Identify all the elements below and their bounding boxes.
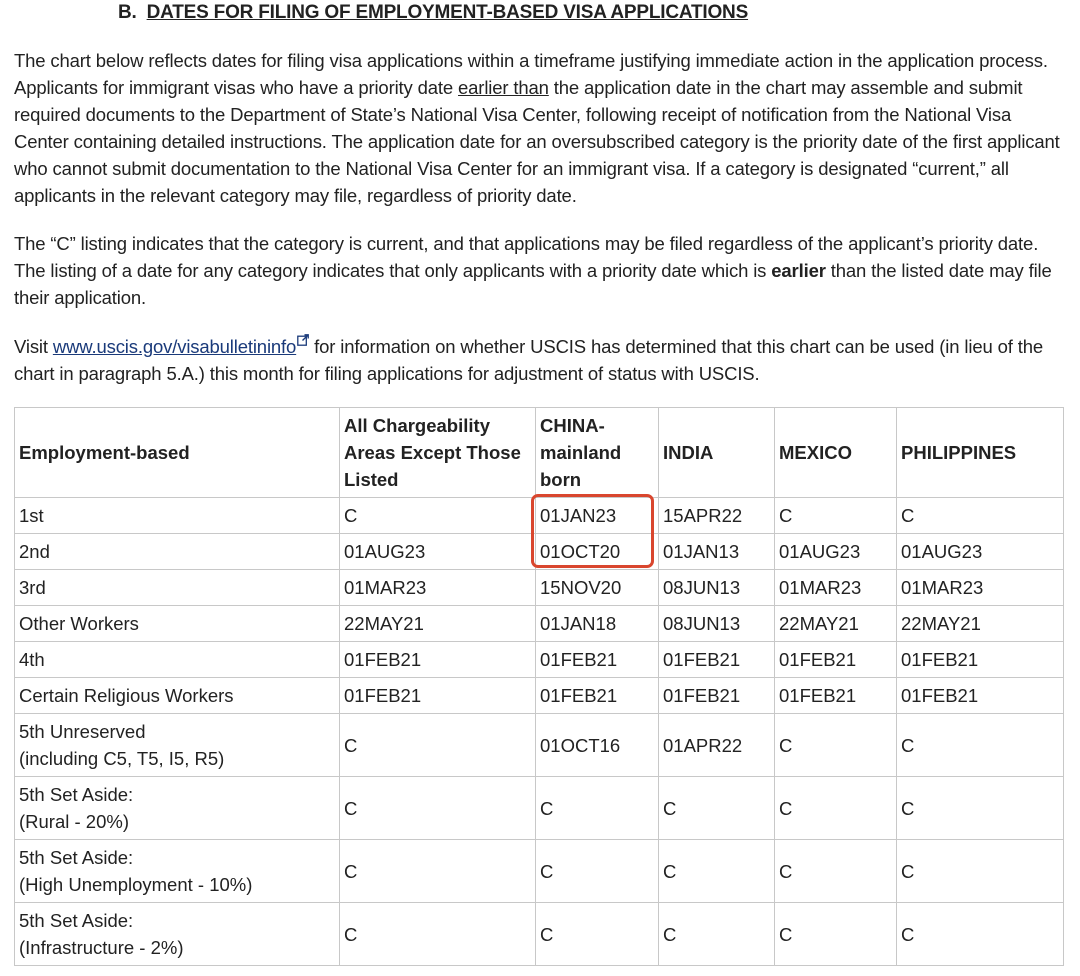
current-bold-text: earlier xyxy=(771,260,826,281)
all-chargeability-cell: 01MAR23 xyxy=(340,570,536,606)
table-row xyxy=(15,534,1064,570)
china-cell: 01FEB21 xyxy=(536,642,659,678)
china-cell: 15NOV20 xyxy=(536,570,659,606)
employment-visa-dates-table xyxy=(14,407,1064,966)
table-row xyxy=(15,570,1064,606)
uscis-prefix: Visit xyxy=(14,336,53,357)
uscis-suffix: for information on whether USCIS has determined that this chart can be used (in lieu of the chart in paragraph 5.A.) this month for filing applications for adjustment of status with USCIS. xyxy=(14,336,1043,384)
all-chargeability-cell: 22MAY21 xyxy=(340,606,536,642)
header-mexico: MEXICO xyxy=(775,408,897,498)
philippines-cell: C xyxy=(897,714,1064,777)
philippines-cell: C xyxy=(897,777,1064,840)
table-row xyxy=(15,498,1064,534)
india-cell: C xyxy=(659,777,775,840)
philippines-cell: 01MAR23 xyxy=(897,570,1064,606)
section-title: DATES FOR FILING OF EMPLOYMENT-BASED VISA APPLICATIONS xyxy=(146,2,749,23)
all-chargeability-cell: C xyxy=(340,903,536,966)
mexico-cell: 22MAY21 xyxy=(775,606,897,642)
intro-paragraph xyxy=(14,47,1064,209)
header-all-chargeability: All Chargeability Areas Except Those Listed xyxy=(340,408,536,498)
header-employment-based: Employment-based xyxy=(15,408,340,498)
category-cell: Certain Religious Workers xyxy=(15,678,340,714)
china-cell: 01JAN18 xyxy=(536,606,659,642)
intro-underlined-text: earlier than xyxy=(458,77,549,98)
table-row xyxy=(15,840,1064,903)
china-cell: C xyxy=(536,903,659,966)
philippines-cell: C xyxy=(897,903,1064,966)
uscis-visa-bulletin-link[interactable]: www.uscis.gov/visabulletininfo xyxy=(52,336,297,357)
china-cell: C xyxy=(536,777,659,840)
china-cell: C xyxy=(536,840,659,903)
header-china: CHINA-mainland born xyxy=(536,408,659,498)
category-cell: 5th Set Aside: (Infrastructure - 2%) xyxy=(15,903,340,966)
category-cell: 5th Set Aside: (Rural - 20%) xyxy=(15,777,340,840)
current-text-2: than the listed date may file their application. xyxy=(14,260,1052,308)
all-chargeability-cell: C xyxy=(340,498,536,534)
india-cell: 01JAN13 xyxy=(659,534,775,570)
table-row xyxy=(15,714,1064,777)
mexico-cell: C xyxy=(775,840,897,903)
category-cell: 1st xyxy=(15,498,340,534)
philippines-cell: 22MAY21 xyxy=(897,606,1064,642)
all-chargeability-cell: 01AUG23 xyxy=(340,534,536,570)
india-cell: 01FEB21 xyxy=(659,642,775,678)
philippines-cell: 01AUG23 xyxy=(897,534,1064,570)
intro-text-1: The chart below reflects dates for filing visa applications within a timeframe justifying immediate action in the application process. Applicants for immigrant visas who have a priority date xyxy=(14,50,1048,98)
header-philippines: PHILIPPINES xyxy=(897,408,1064,498)
mexico-cell: C xyxy=(775,714,897,777)
mexico-cell: 01FEB21 xyxy=(775,642,897,678)
current-text-1: The “C” listing indicates that the category is current, and that applications may be filed regardless of the applicant’s priority date. The listing of a date for any category indicates that only applicants with a priority date which is xyxy=(14,233,1039,281)
category-cell: 4th xyxy=(15,642,340,678)
table-row xyxy=(15,606,1064,642)
external-link-icon xyxy=(297,334,309,346)
category-cell: 5th Unreserved (including C5, T5, I5, R5) xyxy=(15,714,340,777)
current-listing-paragraph xyxy=(14,230,1064,311)
philippines-cell: C xyxy=(897,498,1064,534)
category-cell: 3rd xyxy=(15,570,340,606)
india-cell: 15APR22 xyxy=(659,498,775,534)
india-cell: 01APR22 xyxy=(659,714,775,777)
uscis-paragraph xyxy=(14,333,1064,387)
mexico-cell: 01AUG23 xyxy=(775,534,897,570)
all-chargeability-cell: 01FEB21 xyxy=(340,678,536,714)
category-cell: Other Workers xyxy=(15,606,340,642)
china-cell: 01OCT16 xyxy=(536,714,659,777)
china-cell: 01FEB21 xyxy=(536,678,659,714)
table-row xyxy=(15,678,1064,714)
philippines-cell: 01FEB21 xyxy=(897,678,1064,714)
china-cell: 01OCT20 xyxy=(536,534,659,570)
all-chargeability-cell: C xyxy=(340,777,536,840)
mexico-cell: 01FEB21 xyxy=(775,678,897,714)
all-chargeability-cell: C xyxy=(340,840,536,903)
all-chargeability-cell: 01FEB21 xyxy=(340,642,536,678)
table-row xyxy=(15,903,1064,966)
mexico-cell: C xyxy=(775,777,897,840)
section-heading xyxy=(118,2,748,24)
philippines-cell: 01FEB21 xyxy=(897,642,1064,678)
intro-text-2: the application date in the chart may assemble and submit required documents to the Department of State’s National Visa Center, following receipt of notification from the National Visa Center containing detailed instructions. The application date for an oversubscribed category is the priority date of the first applicant who cannot submit documentation to the National Visa Center for an immigrant visa. If a category is designated “current,” all applicants in the relevant category may file, regardless of priority date. xyxy=(14,77,1060,206)
table-header-row xyxy=(15,408,1064,498)
table-row xyxy=(15,777,1064,840)
india-cell: 08JUN13 xyxy=(659,570,775,606)
section-letter: B. xyxy=(118,2,137,23)
philippines-cell: C xyxy=(897,840,1064,903)
category-cell: 2nd xyxy=(15,534,340,570)
mexico-cell: C xyxy=(775,498,897,534)
header-india: INDIA xyxy=(659,408,775,498)
china-cell: 01JAN23 xyxy=(536,498,659,534)
india-cell: 08JUN13 xyxy=(659,606,775,642)
india-cell: 01FEB21 xyxy=(659,678,775,714)
india-cell: C xyxy=(659,903,775,966)
mexico-cell: C xyxy=(775,903,897,966)
mexico-cell: 01MAR23 xyxy=(775,570,897,606)
india-cell: C xyxy=(659,840,775,903)
table-row xyxy=(15,642,1064,678)
all-chargeability-cell: C xyxy=(340,714,536,777)
category-cell: 5th Set Aside: (High Unemployment - 10%) xyxy=(15,840,340,903)
